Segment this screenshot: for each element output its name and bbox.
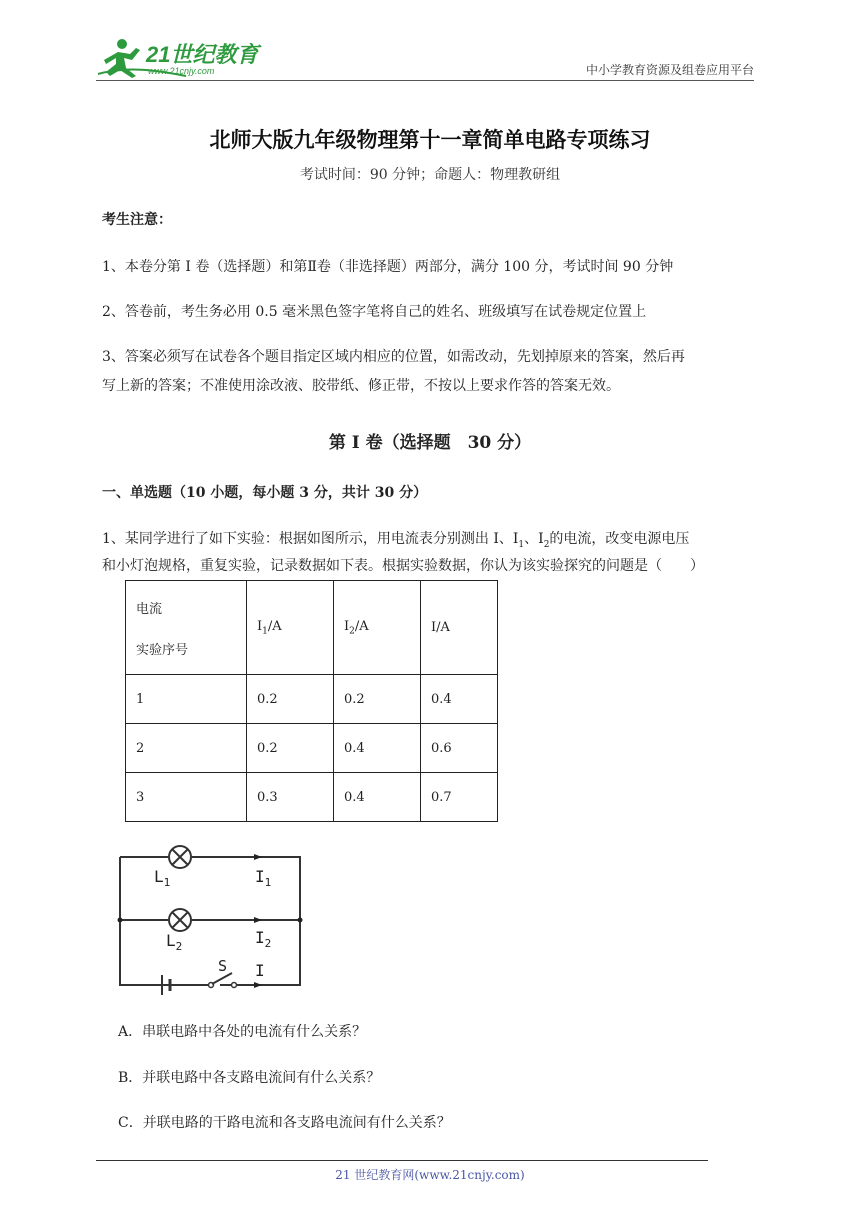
site-logo (96, 36, 266, 80)
option-a[interactable]: A．串联电路中各处的电流有什么关系？ (118, 1024, 367, 1040)
table-row (126, 773, 498, 822)
table-cell: 3 (126, 773, 247, 822)
footer-link[interactable]: 21 世纪教育网(www.21cnjy.com) (335, 1168, 525, 1182)
table-cell: 0.4 (421, 675, 498, 724)
table-cell: 0.2 (334, 675, 421, 724)
corner-label-current: 电流 (136, 601, 163, 617)
table-cell: 1 (126, 675, 247, 724)
table-cell: 0.7 (421, 773, 498, 822)
table-cell: 0.2 (247, 724, 334, 773)
question-1-line-2: 和小灯泡规格，重复实验，记录数据如下表。根据实验数据，你认为该实验探究的问题是（ ） (102, 558, 704, 574)
notice-item-2: 2、答卷前，考生务必用 0.5 毫米黑色签字笔将自己的姓名、班级填写在试卷规定位置上 (102, 304, 647, 320)
label-switch: S (218, 957, 228, 975)
option-b[interactable]: B．并联电路中各支路电流间有什么关系？ (118, 1070, 381, 1086)
corner-label-trial: 实验序号 (136, 642, 189, 658)
section-title: 第 I 卷（选择题 30 分） (328, 433, 532, 453)
table-cell: 2 (126, 724, 247, 773)
footer-divider (96, 1160, 708, 1161)
circuit-diagram (110, 845, 310, 995)
label-i2: $I_2$ (255, 928, 272, 950)
notice-heading: 考生注意： (102, 212, 172, 228)
label-i: I (255, 961, 265, 980)
notice-item-1: 1、本卷分第 I 卷（选择题）和第Ⅱ卷（非选择题）两部分，满分 100 分，考试时间 90 分钟 (102, 259, 674, 275)
lamp-l2-icon (169, 909, 191, 931)
col-header-i2: $I_2/A$ (334, 581, 421, 675)
table-cell: 0.4 (334, 724, 421, 773)
logo-url: www.21cnjy.com (148, 66, 215, 76)
col-header-i: I/A (421, 581, 498, 675)
label-l2: $L_2$ (166, 931, 183, 953)
label-i1: $I_1$ (255, 867, 272, 889)
junction-dot (298, 918, 303, 923)
logo-text: 21世纪教育 (146, 42, 259, 67)
exam-info: 考试时间：90 分钟；命题人：物理教研组 (299, 167, 561, 183)
experiment-table (125, 580, 498, 822)
junction-dot (118, 918, 123, 923)
part-heading: 一、单选题（10 小题，每小题 3 分，共计 30 分） (102, 485, 428, 501)
page-title: 北师大版九年级物理第十一章简单电路专项练习 (209, 127, 651, 152)
table-cell: 0.3 (247, 773, 334, 822)
table-corner-cell (126, 581, 247, 675)
battery-icon (120, 975, 170, 995)
arrow-i-icon (254, 982, 262, 988)
table-cell: 0.6 (421, 724, 498, 773)
arrow-i1-icon (254, 854, 262, 860)
table-cell: 0.2 (247, 675, 334, 724)
header-divider (96, 80, 754, 81)
header-platform-text: 中小学教育资源及组卷应用平台 (585, 63, 754, 77)
table-header-row (126, 581, 498, 675)
label-l1: $L_1$ (154, 867, 171, 889)
notice-item-3-cont: 写上新的答案；不准使用涂改液、胶带纸、修正带，不按以上要求作答的答案无效。 (102, 378, 620, 394)
table-row (126, 675, 498, 724)
arrow-i2-icon (254, 917, 262, 923)
notice-item-3: 3、答案必须写在试卷各个题目指定区域内相应的位置，如需改动，先划掉原来的答案，然后再 (102, 349, 685, 365)
table-row (126, 724, 498, 773)
lamp-l1-icon (169, 846, 191, 868)
col-header-i1: $I_1/A$ (247, 581, 334, 675)
option-c[interactable]: C．并联电路的干路电流和各支路电流间有什么关系？ (118, 1115, 451, 1131)
table-cell: 0.4 (334, 773, 421, 822)
question-1-line-1: 1、某同学进行了如下实验：根据如图所示，用电流表分别测出 I、$I_1$、$I_2$的电流，改变电源电压 (102, 531, 690, 550)
